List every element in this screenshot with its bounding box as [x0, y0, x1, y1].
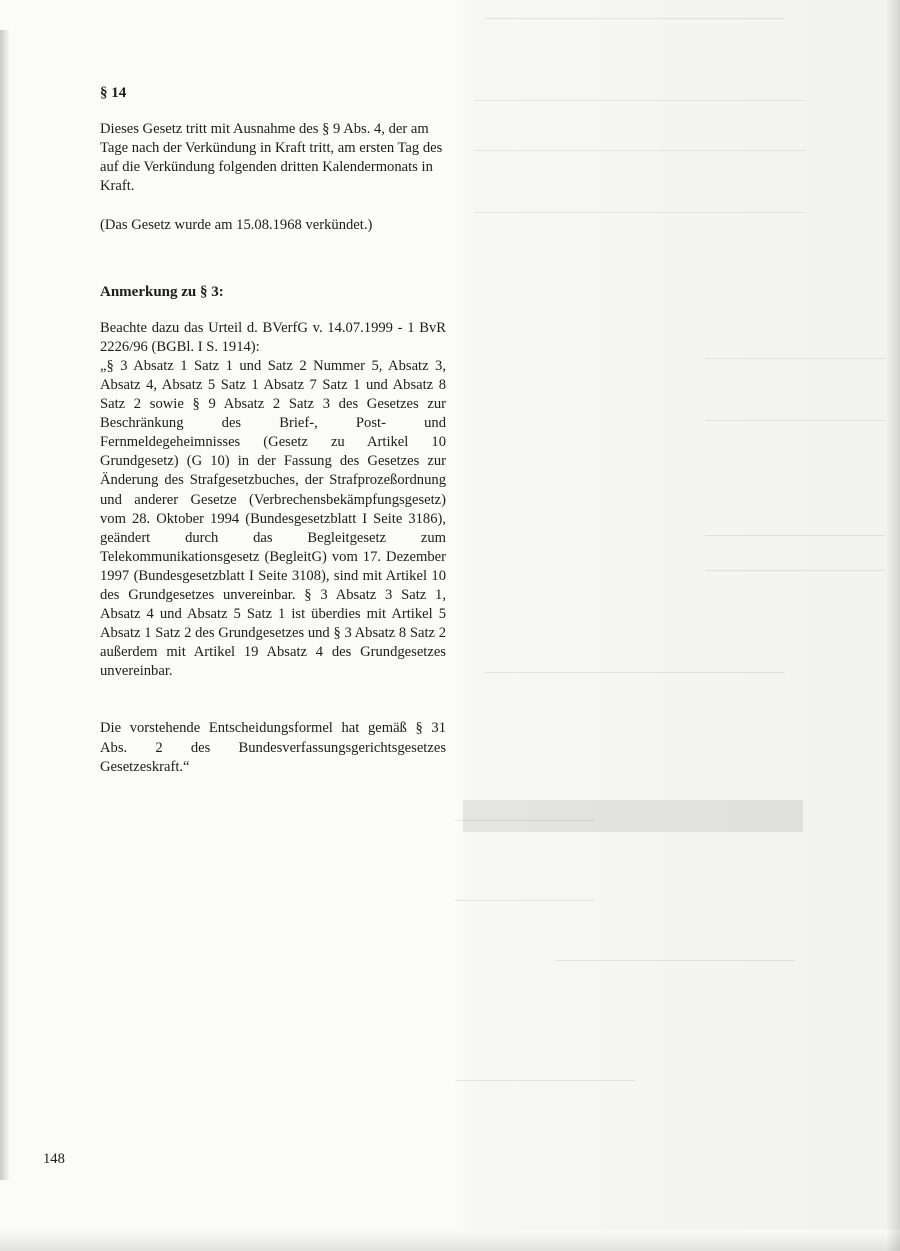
section-paragraph: Dieses Gesetz tritt mit Ausnahme des § 9 Abs. 4, der am Tage nach der Verkündung in Kraft tritt, am ersten Tag des auf die Verkündung folgenden dritten Kalendermonats in Kraft.	[100, 121, 443, 195]
show-through-line	[455, 900, 595, 901]
note-quote: „§ 3 Absatz 1 Satz 1 und Satz 2 Nummer 5, Absatz 3, Absatz 4, Absatz 5 Satz 1 Absatz 7 Satz 1 und Absatz 8 Satz 2 sowie § 9 Absatz 2 Satz 3 des Gesetzes zur Beschränkung des Brief-, Post- und Fernmeldegeheimnisses (Gesetz zu Artikel 10 Grundgesetz) (G 10) in der Fassung des Gesetzes zur Änderung des Strafgesetzbuches, der Strafprozeßordnung und anderer Gesetze (Verbrechensbekämpfungsgesetz) vom 28. Oktober 1994 (Bundesgesetzblatt I Seite 3186), geändert durch das Begleitgesetz zum Telekommunikationsgesetz (BegleitG) vom 17. Dezember 1997 (Bundesgesetzblatt I Seite 3108), sind mit Artikel 10 des Grundgesetzes unvereinbar. § 3 Absatz 3 Satz 1, Absatz 4 und Absatz 5 Satz 1 ist überdies mit Artikel 5 Absatz 1 Satz 2 des Grundgesetzes und § 3 Absatz 8 Satz 2 außerdem mit Artikel 19 Absatz 4 des Grundgesetzes unvereinbar.	[100, 357, 446, 680]
show-through-line	[475, 100, 805, 101]
show-through-line	[705, 420, 885, 421]
note-closing: Die vorstehende Entscheidungsformel hat gemäß § 31 Abs. 2 des Bundesverfassungsgerichtsgesetzes Gesetzeskraft.“	[100, 720, 446, 775]
show-through-line	[485, 18, 785, 19]
show-through-line	[455, 820, 595, 821]
document-body	[100, 84, 446, 777]
show-through-line	[455, 1080, 635, 1081]
show-through-area	[455, 0, 900, 1230]
show-through-line	[705, 358, 885, 359]
page-shadow-bottom	[0, 1229, 900, 1251]
show-through-box	[463, 800, 803, 832]
show-through-line	[705, 570, 885, 571]
page-shadow-left	[0, 30, 10, 1180]
note-intro: Beachte dazu das Urteil d. BVerfG v. 14.07.1999 - 1 BvR 2226/96 (BGBl. I S. 1914):	[100, 319, 446, 355]
note-heading: Anmerkung zu § 3:	[100, 283, 224, 300]
page-number: 148	[43, 1151, 65, 1167]
page-shadow-right	[886, 0, 900, 1251]
section-heading: § 14	[100, 85, 127, 101]
show-through-line	[705, 535, 885, 536]
announcement-line: (Das Gesetz wurde am 15.08.1968 verkündet.)	[100, 217, 373, 234]
show-through-line	[475, 212, 805, 213]
show-through-line	[555, 960, 795, 961]
show-through-line	[475, 150, 805, 151]
show-through-line	[485, 672, 785, 673]
